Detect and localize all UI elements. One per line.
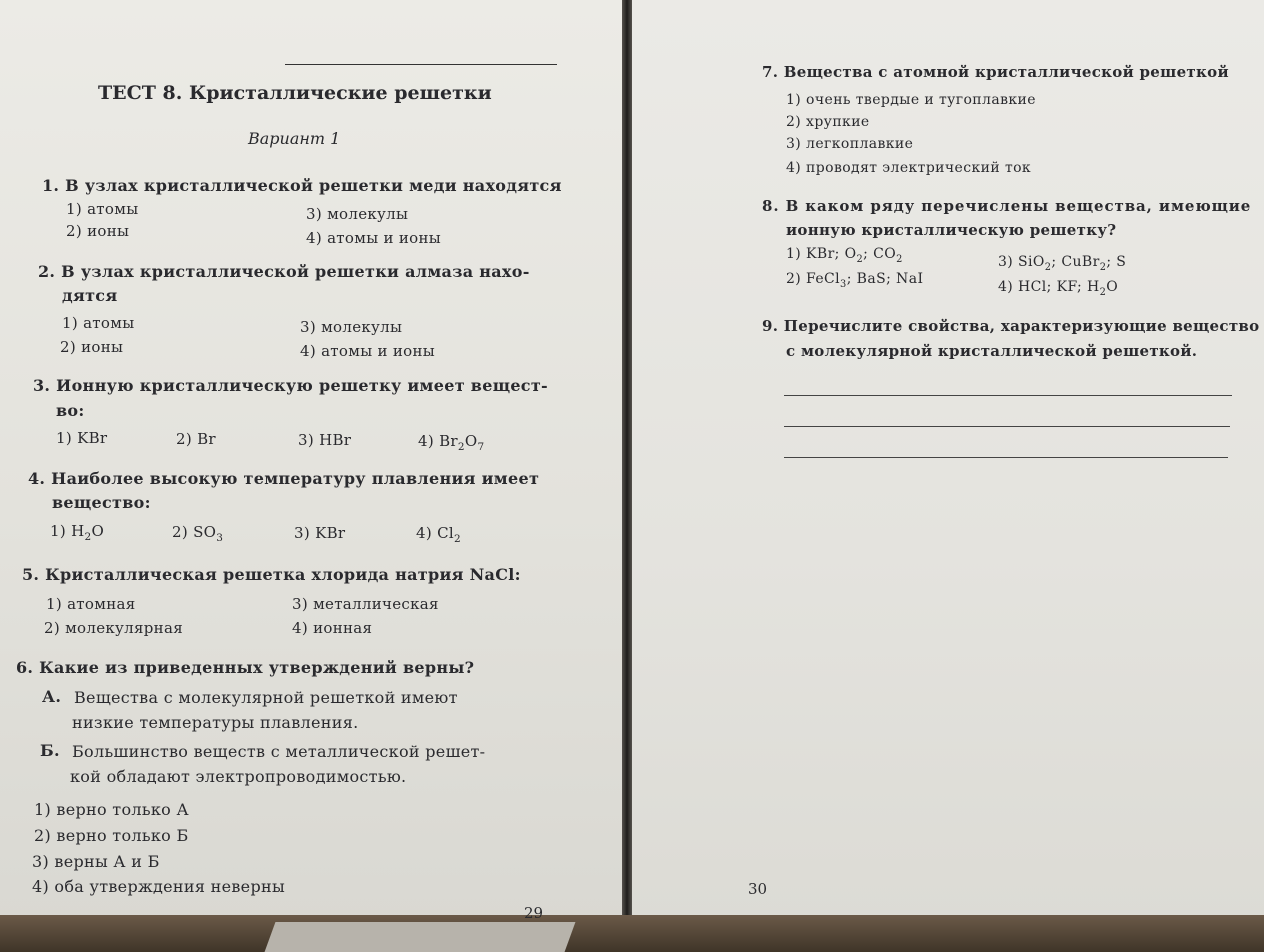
table-surface (0, 915, 1264, 952)
question-9-line-1: 9. Перечислите свойства, характеризующие вещество (762, 317, 1260, 335)
q4-option-3: 3) KBr (294, 524, 346, 542)
q1-option-3: 3) молекулы (306, 205, 409, 223)
answer-line-2[interactable] (784, 426, 1230, 427)
question-4-line-2: вещество: (52, 493, 151, 512)
question-8-line-1: 8. В каком ряду перечислены вещества, имеющие (762, 197, 1252, 215)
question-3-line-2: во: (56, 401, 85, 420)
answer-line-1[interactable] (784, 395, 1232, 396)
question-8-line-2: ионную кристаллическую решетку? (786, 221, 1117, 239)
page-number-right: 30 (748, 880, 768, 898)
q5-option-1: 1) атомная (46, 595, 136, 613)
book-spine (622, 0, 632, 930)
variant-label: Вариант 1 (248, 129, 341, 148)
q1-option-4: 4) атомы и ионы (306, 229, 442, 247)
q6-option-1: 1) верно только А (34, 800, 189, 819)
q4-option-1: 1) $H_2O$ (50, 522, 105, 543)
statement-b-line-2: кой обладают электропроводимостью. (70, 767, 407, 786)
q5-option-3: 3) металлическая (292, 595, 439, 613)
q8-option-4: 4) HCl; KF; $H_2O$ (998, 279, 1119, 298)
q2-option-2: 2) ионы (60, 338, 124, 356)
page-title: ТЕСТ 8. Кристаллические решетки (98, 82, 492, 104)
paper-edge (265, 922, 576, 952)
q8-option-1: 1) KBr; $O_2$; $CO_2$ (786, 246, 903, 265)
question-7: 7. Вещества с атомной кристаллической решеткой (762, 63, 1229, 81)
right-page (632, 0, 1264, 920)
q7-option-4: 4) проводят электрический ток (786, 160, 1032, 176)
page-number-left: 29 (524, 904, 544, 922)
q8-option-2: 2) FeCl$_3$; BaS; NaI (786, 271, 924, 290)
q7-option-3: 3) легкоплавкие (786, 136, 914, 152)
q2-option-1: 1) атомы (62, 314, 135, 332)
q2-option-3: 3) молекулы (300, 318, 403, 336)
statement-a-line-1: Вещества с молекулярной решеткой имеют (74, 688, 458, 707)
q1-option-2: 2) ионы (66, 222, 130, 240)
statement-a-line-2: низкие температуры плавления. (72, 713, 359, 732)
question-3-line-1: 3. Ионную кристаллическую решетку имеет вещест- (33, 376, 548, 395)
question-9-line-2: с молекулярной кристаллической решеткой. (786, 342, 1198, 360)
q6-option-3: 3) верны А и Б (32, 852, 160, 871)
q7-option-1: 1) очень твердые и тугоплавкие (786, 92, 1036, 108)
name-line (285, 64, 557, 65)
q3-option-1: 1) KBr (56, 429, 108, 447)
q6-option-4: 4) оба утверждения неверны (32, 877, 285, 896)
q4-option-2: 2) $SO_3$ (172, 523, 224, 544)
q3-option-4: 4) $Br_2O_7$ (418, 432, 485, 453)
q2-option-4: 4) атомы и ионы (300, 342, 436, 360)
question-2-line-2: дятся (62, 286, 118, 305)
statement-b-label: Б. (40, 741, 60, 760)
statement-b-line-1: Большинство веществ с металлической решет- (72, 742, 486, 761)
statement-a-label: А. (42, 687, 62, 706)
q3-option-3: 3) HBr (298, 431, 352, 449)
q4-option-4: 4) $Cl_2$ (416, 524, 461, 545)
q5-option-4: 4) ионная (292, 619, 373, 637)
q1-option-1: 1) атомы (66, 200, 139, 218)
q7-option-2: 2) хрупкие (786, 114, 870, 130)
question-4-line-1: 4. Наиболее высокую температуру плавления имеет (28, 469, 540, 488)
question-5: 5. Кристаллическая решетка хлорида натрия NaCl: (22, 565, 521, 584)
q3-option-2: 2) Br (176, 430, 216, 448)
q6-option-2: 2) верно только Б (34, 826, 189, 845)
answer-line-3[interactable] (784, 457, 1228, 458)
q5-option-2: 2) молекулярная (44, 619, 183, 637)
q8-option-3: 3) SiO$_2$; CuBr$_2$; S (998, 254, 1127, 273)
question-2-line-1: 2. В узлах кристаллической решетки алмаза нахо- (38, 262, 530, 281)
question-1: 1. В узлах кристаллической решетки меди находятся (42, 176, 562, 195)
question-6: 6. Какие из приведенных утверждений верны? (16, 658, 475, 677)
